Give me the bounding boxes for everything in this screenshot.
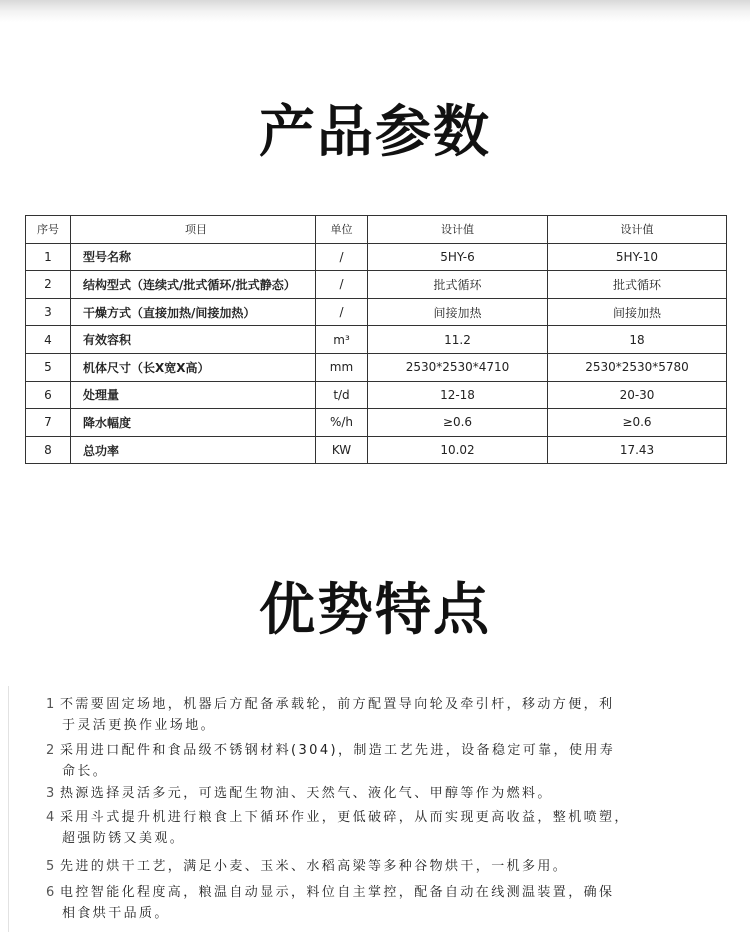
table-cell: 5 bbox=[26, 353, 71, 381]
table-cell: KW bbox=[316, 436, 368, 464]
table-row bbox=[26, 409, 727, 437]
header-cell: 设计值 bbox=[368, 216, 548, 244]
feature-item bbox=[46, 856, 696, 877]
table-cell: 10.02 bbox=[368, 436, 548, 464]
feature-number: 1 bbox=[46, 697, 55, 712]
header-cell: 项目 bbox=[71, 216, 316, 244]
feature-text: 电控智能化程度高，粮温自动显示，料位自主掌控，配备自动在线测温装置，确保 bbox=[60, 885, 615, 900]
header-cell: 单位 bbox=[316, 216, 368, 244]
table-cell: 间接加热 bbox=[548, 298, 727, 326]
table-cell: 处理量 bbox=[71, 381, 316, 409]
table-cell: 批式循环 bbox=[368, 271, 548, 299]
table-cell: 2530*2530*5780 bbox=[548, 353, 727, 381]
table-cell: mm bbox=[316, 353, 368, 381]
feature-number: 4 bbox=[46, 810, 55, 825]
table-row bbox=[26, 243, 727, 271]
table-row bbox=[26, 436, 727, 464]
table-cell: 7 bbox=[26, 409, 71, 437]
table-cell: ≥0.6 bbox=[548, 409, 727, 437]
table-cell: 8 bbox=[26, 436, 71, 464]
table-cell: %/h bbox=[316, 409, 368, 437]
section-title-advantages: 优势特点 bbox=[259, 578, 491, 643]
feature-text-continued: 相食烘干品质。 bbox=[62, 906, 170, 921]
table-cell: 17.43 bbox=[548, 436, 727, 464]
feature-number: 3 bbox=[46, 786, 55, 801]
table-cell: 总功率 bbox=[71, 436, 316, 464]
header-cell: 设计值 bbox=[548, 216, 727, 244]
table-cell: 干燥方式（直接加热/间接加热） bbox=[71, 298, 316, 326]
table-cell: 5HY-6 bbox=[368, 243, 548, 271]
table-cell: 11.2 bbox=[368, 326, 548, 354]
table-cell: 4 bbox=[26, 326, 71, 354]
section-title-parameters: 产品参数 bbox=[259, 100, 491, 165]
table-cell: / bbox=[316, 243, 368, 271]
table-cell: 批式循环 bbox=[548, 271, 727, 299]
table-row bbox=[26, 381, 727, 409]
table-cell: 20-30 bbox=[548, 381, 727, 409]
feature-item bbox=[46, 882, 696, 924]
feature-number: 6 bbox=[46, 885, 55, 900]
header-cell: 序号 bbox=[26, 216, 71, 244]
table-cell: 2 bbox=[26, 271, 71, 299]
table-cell: t/d bbox=[316, 381, 368, 409]
features-list bbox=[0, 686, 750, 932]
feature-number: 2 bbox=[46, 743, 55, 758]
feature-item bbox=[46, 740, 696, 782]
feature-text: 采用进口配件和食品级不锈钢材料(304)，制造工艺先进，设备稳定可靠，使用寿 bbox=[60, 743, 616, 758]
parameters-table bbox=[25, 215, 727, 464]
table-cell: 间接加热 bbox=[368, 298, 548, 326]
table-cell: ≥0.6 bbox=[368, 409, 548, 437]
table-row bbox=[26, 271, 727, 299]
table-cell: 机体尺寸（长X宽X高） bbox=[71, 353, 316, 381]
table-row bbox=[26, 353, 727, 381]
feature-item bbox=[46, 807, 696, 849]
features-left-rule bbox=[8, 686, 9, 932]
feature-text: 热源选择灵活多元，可选配生物油、天然气、液化气、甲醇等作为燃料。 bbox=[60, 786, 553, 801]
table-cell: 2530*2530*4710 bbox=[368, 353, 548, 381]
table-cell: 3 bbox=[26, 298, 71, 326]
table-cell: 有效容积 bbox=[71, 326, 316, 354]
top-shadow bbox=[0, 0, 750, 22]
table-cell: 18 bbox=[548, 326, 727, 354]
feature-item bbox=[46, 783, 696, 804]
feature-number: 5 bbox=[46, 859, 55, 874]
feature-text: 采用斗式提升机进行粮食上下循环作业，更低破碎，从而实现更高收益，整机喷塑， bbox=[60, 810, 630, 825]
table-cell: / bbox=[316, 298, 368, 326]
feature-text: 先进的烘干工艺，满足小麦、玉米、水稻高梁等多种谷物烘干，一机多用。 bbox=[60, 859, 569, 874]
table-cell: 结构型式（连续式/批式循环/批式静态） bbox=[71, 271, 316, 299]
table-header-row bbox=[26, 216, 727, 244]
table-cell: 12-18 bbox=[368, 381, 548, 409]
table-cell: 5HY-10 bbox=[548, 243, 727, 271]
table-cell: / bbox=[316, 271, 368, 299]
table-cell: 降水幅度 bbox=[71, 409, 316, 437]
feature-text-continued: 于灵活更换作业场地。 bbox=[62, 718, 217, 733]
table-cell: 1 bbox=[26, 243, 71, 271]
feature-text-continued: 超强防锈又美观。 bbox=[62, 831, 186, 846]
feature-item bbox=[46, 694, 696, 736]
table-row bbox=[26, 326, 727, 354]
table-cell: 型号名称 bbox=[71, 243, 316, 271]
table-cell: 6 bbox=[26, 381, 71, 409]
table-cell: m³ bbox=[316, 326, 368, 354]
feature-text-continued: 命长。 bbox=[62, 764, 109, 779]
table-row bbox=[26, 298, 727, 326]
feature-text: 不需要固定场地，机器后方配备承载轮，前方配置导向轮及牵引杆，移动方便，利 bbox=[60, 697, 615, 712]
